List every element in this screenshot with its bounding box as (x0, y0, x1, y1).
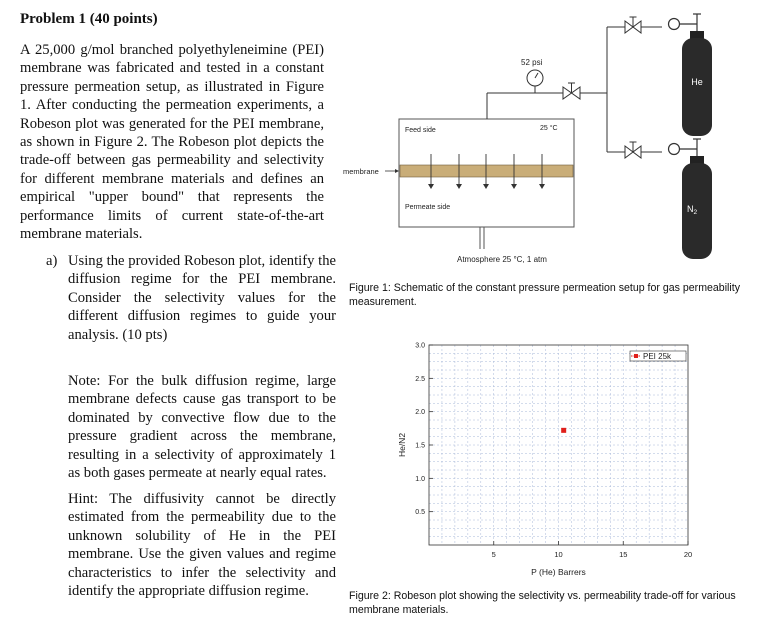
feed-side-label: Feed side (405, 127, 436, 134)
he-cylinder-label: He (691, 77, 703, 87)
y-tick-label: 0.5 (415, 509, 425, 517)
membrane-pointer-arrowhead (395, 169, 399, 173)
membrane-layer (400, 165, 573, 177)
n2-regulator-icon (669, 139, 702, 157)
n2-cylinder-neck (690, 156, 704, 164)
problem-intro: A 25,000 g/mol branched polyethyleneimine (PEI) membrane was fabricated and tested in a constant pressure permeation setup, as illustrated in Figure 1. After conducting the permeation experiments, a Robeson plot was generated for the PEI membrane, as shown in Figure 2. The Robeson plot depicts the trade-off between gas permeability and selectivity for different membrane materials and defines an empirical "upper bound" that represents the performance limits of current state-of-the-art membrane materials. (20, 42, 324, 243)
n2-cylinder-label: $N_2$ (686, 204, 698, 216)
x-tick-label: 10 (554, 550, 563, 559)
y-tick-label: 1.5 (415, 442, 425, 450)
chart-points (561, 428, 566, 433)
question-text: Using the provided Robeson plot, identify the diffusion regime for the PEI membrane. Consider the selectivity values for the different diffusion regimes to guide your analysis. (10 pts) (68, 253, 336, 343)
n2-valve-icon (625, 142, 641, 158)
temperature-label: 25 °C (540, 125, 558, 132)
data-point (561, 428, 566, 433)
y-axis-label: He/N2 (397, 432, 407, 458)
feed-valve-icon (563, 83, 580, 99)
figure1-caption: Figure 1: Schematic of the constant pressure permeation setup for gas permeability measurement. (349, 282, 740, 309)
chart-grid (429, 345, 688, 545)
x-axis-label: P (He) Barrers (531, 567, 586, 577)
figure2-caption: Figure 2: Robeson plot showing the selectivity vs. permeability trade-off for various membrane materials. (349, 590, 736, 617)
x-tick-label: 5 (491, 550, 496, 559)
chart-ticks (415, 343, 692, 560)
atmosphere-label: Atmosphere 25 °C, 1 atm (457, 255, 547, 264)
robeson-plot (385, 335, 705, 585)
y-tick-label: 2.5 (415, 375, 425, 383)
he-cylinder-neck (690, 31, 704, 39)
problem-title: Problem 1 (40 points) (20, 11, 158, 27)
y-tick-label: 1.0 (415, 475, 425, 483)
y-tick-label: 3.0 (415, 342, 425, 350)
permeate-side-label: Permeate side (405, 204, 451, 211)
hint-text: Hint: The diffusivity cannot be directly estimated from the permeability due to the unknown solubility of He in the PEI membrane. Use the given values and regime characteristics to infer the selectivity and identify the appropriate diffusion regime. (68, 491, 336, 600)
he-valve-icon (625, 17, 641, 33)
y-tick-label: 2.0 (415, 409, 425, 417)
membrane-label: membrane (343, 167, 379, 176)
question-label: a) (46, 253, 58, 269)
pressure-label: 52 psi (521, 58, 543, 67)
legend-label: PEI 25k (643, 352, 672, 361)
he-cylinder-icon (682, 38, 712, 136)
x-tick-label: 15 (619, 550, 628, 559)
x-tick-label: 20 (683, 550, 693, 559)
legend-marker (634, 354, 638, 358)
he-regulator-icon (669, 14, 702, 32)
note-text: Note: For the bulk diffusion regime, large membrane defects cause gas transport to be dominated by convective flow due to the pressure gradient across the membrane, resulting in a selectivity of approximately 1 as both gases permeate at nearly equal rates. (68, 373, 336, 482)
chart-legend (630, 351, 686, 361)
permeation-setup-schematic (330, 0, 767, 275)
